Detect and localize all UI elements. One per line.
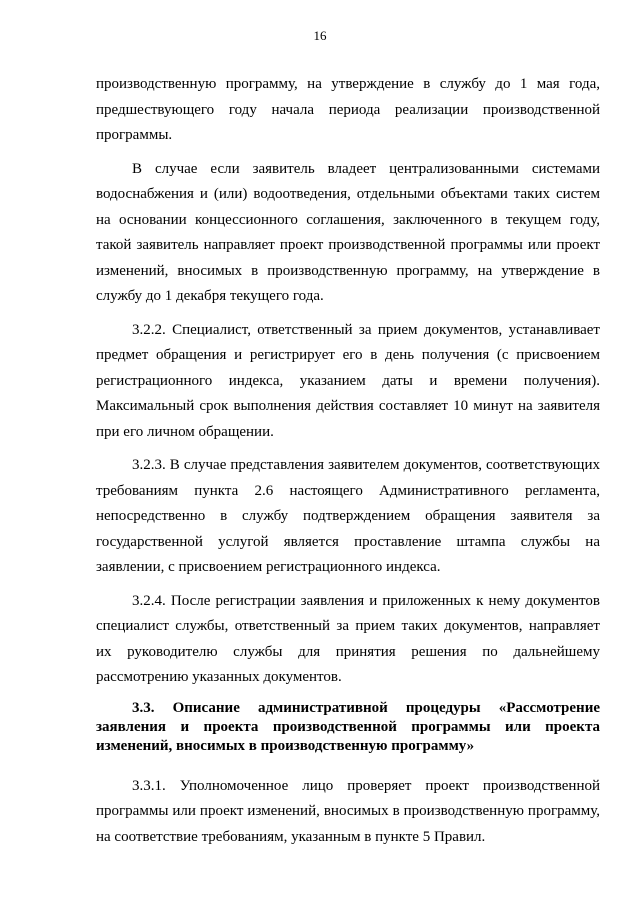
section-heading-3-3: 3.3. Описание административной процедуры «Рассмотрение заявления и проекта производственной программы или проекта изменений, вносимых в производственную программу»: [96, 699, 600, 754]
paragraph-3-2-2: 3.2.2. Специалист, ответственный за прием документов, устанавливает предмет обращения и регистрирует его в день получения (с присвоением регистрационного индекса, указанием даты и времени получения). Максимальный срок выполнения действия составляет 10 минут на заявителя при его личном обращении.: [96, 321, 600, 440]
paragraph-3-2-3: 3.2.3. В случае представления заявителем документов, соответствующих требованиям пункта 2.6 настоящего Административного регламента, непосредственно в службу подтверждением обращения заявителя за государственной услугой является проставление штампа службы на заявлении, с присвоением регистрационного индекса.: [96, 457, 600, 575]
page-number: 16: [313, 28, 327, 43]
paragraph-3-2-4: 3.2.4. После регистрации заявления и приложенных к нему документов специалист службы, ответственный за прием таких документов, направляет их руководителю службы для принятия решения по дальнейшему рассмотрению указанных документов.: [96, 592, 600, 685]
document-body: [96, 72, 600, 858]
paragraph-concession-case: В случае если заявитель владеет централизованными системами водоснабжения и (или) водоотведения, отдельными объектами таких систем на основании концессионного соглашения, заключенного в текущем году, такой заявитель направляет проект производственной программы или проект изменений, вносимых в производственную программу, на утверждение в службу до 1 декабря текущего года.: [96, 160, 600, 304]
paragraph-3-3-1: 3.3.1. Уполномоченное лицо проверяет проект производственной программы или проект изменений, вносимых в производственную программу, на соответствие требованиям, указанным в пункте 5 Правил.: [96, 777, 600, 845]
paragraph-continuation: производственную программу, на утверждение в службу до 1 мая года, предшествующего году начала периода реализации производственной программы.: [96, 76, 600, 143]
